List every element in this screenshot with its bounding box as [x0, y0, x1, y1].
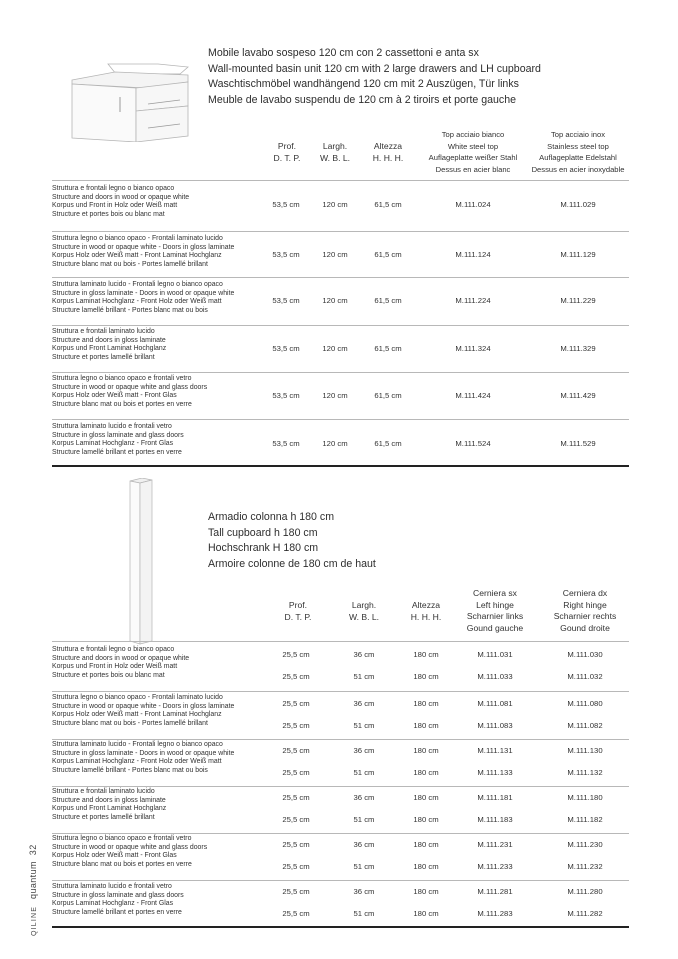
cell-altezza: 180 cm — [413, 862, 439, 871]
row-description: Struttura e frontali legno o bianco opaco Structure and doors in wood or opaque white Korpus und Front in Holz oder Weiß matt Structure et portes bois ou blanc mat — [52, 185, 190, 218]
basin-unit-titles — [208, 46, 541, 108]
row-description: Struttura legno o bianco opaco - Frontali laminato lucido Structure in wood or opaque white - Doors in gloss laminate Korpus Holz oder Weiß matt - Front Laminat Hochglanz Structure blanc mat ou bois - Portes lamellé brillant — [52, 235, 235, 268]
row-description: Struttura legno o bianco opaco e frontali vetro Structure in wood or opaque white and glass doors Korpus Holz oder Weiß matt - Front Glas Structure blanc mat ou bois et portes en verre — [52, 375, 208, 408]
cell-altezza: 180 cm — [413, 721, 439, 730]
code-left: M.111.183 — [477, 815, 513, 824]
table-row — [52, 279, 629, 325]
cell-largh: 120 cm — [322, 250, 348, 259]
table-row — [52, 373, 629, 419]
cell-prof: 53,5 cm — [272, 344, 300, 353]
table-row — [52, 881, 629, 927]
row-divider — [52, 231, 629, 232]
cell-largh: 36 cm — [353, 650, 375, 659]
code-left: M.111.181 — [477, 793, 513, 802]
code-right: M.111.132 — [567, 768, 603, 777]
tall-cupboard-illustration — [128, 478, 154, 646]
header-prof: Prof. D. T. P. — [284, 600, 312, 622]
table-row — [52, 740, 629, 786]
section-bottom-rule — [52, 465, 629, 467]
code-left: M.111.281 — [477, 887, 513, 896]
row-description: Struttura e frontali legno o bianco opaco Structure and doors in wood or opaque white Korpus und Front in Holz oder Weiß matt Structure et portes bois ou blanc mat — [52, 646, 190, 679]
code-inox: M.111.229 — [560, 296, 596, 305]
cell-largh: 51 cm — [353, 721, 375, 730]
cell-prof: 53,5 cm — [272, 250, 300, 259]
cell-altezza: 61,5 cm — [374, 439, 402, 448]
code-right: M.111.180 — [567, 793, 603, 802]
cell-altezza: 180 cm — [413, 815, 439, 824]
header-divider — [52, 180, 629, 181]
cell-largh: 51 cm — [353, 768, 375, 777]
cell-largh: 51 cm — [353, 862, 375, 871]
code-left: M.111.233 — [477, 862, 513, 871]
row-description: Struttura e frontali laminato lucido Structure and doors in gloss laminate Korpus und Front Laminat Hochglanz Structure et portes lamellé brillant — [52, 328, 167, 361]
code-left: M.111.033 — [477, 672, 513, 681]
header-largh: Largh. W. B. L. — [319, 141, 351, 163]
row-description: Struttura laminato lucido - Frontali legno o bianco opaco Structure in gloss laminate - Doors in wood or opaque white Korpus Laminat Hochglanz - Front Holz oder Weiß matt Structure lamellé brillant - Portes blanc mat ou bois — [52, 741, 235, 774]
cell-altezza: 180 cm — [413, 672, 439, 681]
row-description: Struttura laminato lucido e frontali vetro Structure in gloss laminate and glass doors Korpus Laminat Hochglanz - Front Glas Structure lamellé brillant et portes en verre — [52, 423, 184, 456]
code-right: M.111.282 — [567, 909, 603, 918]
cell-prof: 25,5 cm — [282, 862, 310, 871]
table-row — [52, 693, 629, 739]
table-row — [52, 834, 629, 880]
cell-prof: 25,5 cm — [282, 672, 310, 681]
code-left: M.111.131 — [477, 746, 513, 755]
page-number: 32 — [28, 844, 38, 856]
title-de: Hochschrank H 180 cm — [208, 542, 319, 554]
code-inox: M.111.429 — [560, 391, 596, 400]
cell-prof: 53,5 cm — [272, 296, 300, 305]
cell-altezza: 180 cm — [413, 768, 439, 777]
code-white: M.111.024 — [455, 200, 491, 209]
code-right: M.111.130 — [567, 746, 603, 755]
cell-altezza: 180 cm — [413, 650, 439, 659]
cell-largh: 36 cm — [353, 887, 375, 896]
table-row — [52, 420, 629, 466]
header-largh: Largh. W. B. L. — [348, 600, 380, 622]
cell-prof: 25,5 cm — [282, 746, 310, 755]
code-right: M.111.082 — [567, 721, 603, 730]
title-it: Mobile lavabo sospeso 120 cm con 2 cassettoni e anta sx — [208, 47, 479, 59]
cell-largh: 36 cm — [353, 840, 375, 849]
row-description: Struttura legno o bianco opaco e frontali vetro Structure in wood or opaque white and glass doors Korpus Holz oder Weiß matt - Front Glas Structure blanc mat ou bois et portes en verre — [52, 835, 208, 868]
cell-altezza: 61,5 cm — [374, 250, 402, 259]
cell-prof: 25,5 cm — [282, 840, 310, 849]
title-de: Waschtischmöbel wandhängend 120 cm mit 2 Auszügen, Tür links — [208, 78, 519, 90]
code-left: M.111.081 — [477, 699, 513, 708]
code-inox: M.111.529 — [560, 439, 596, 448]
cell-altezza: 180 cm — [413, 840, 439, 849]
cell-largh: 120 cm — [322, 200, 348, 209]
cell-altezza: 180 cm — [413, 793, 439, 802]
row-description: Struttura laminato lucido - Frontali legno o bianco opaco Structure in gloss laminate - Doors in wood or opaque white Korpus Laminat Hochglanz - Front Holz oder Weiß matt Structure lamellé brillant - Portes blanc mat ou bois — [52, 281, 235, 314]
cell-altezza: 61,5 cm — [374, 391, 402, 400]
code-left: M.111.133 — [477, 768, 513, 777]
header-prof: Prof. D. T. P. — [273, 141, 301, 163]
cell-altezza: 180 cm — [413, 909, 439, 918]
header-altezza: Altezza H. H. H. — [372, 141, 404, 163]
code-white: M.111.524 — [455, 439, 491, 448]
row-divider — [52, 277, 629, 278]
table-row — [52, 233, 629, 279]
cell-prof: 53,5 cm — [272, 200, 300, 209]
header-left-hinge: Cerniera sx Left hinge Scharnier links Gound gauche — [466, 588, 524, 633]
cell-prof: 25,5 cm — [282, 721, 310, 730]
table-row — [52, 326, 629, 372]
code-right: M.111.032 — [567, 672, 603, 681]
cell-prof: 25,5 cm — [282, 909, 310, 918]
cell-largh: 36 cm — [353, 699, 375, 708]
row-divider — [52, 691, 629, 692]
tall-cupboard-titles — [208, 510, 376, 572]
code-inox: M.111.329 — [560, 344, 596, 353]
cell-altezza: 61,5 cm — [374, 344, 402, 353]
cell-largh: 36 cm — [353, 793, 375, 802]
table-row — [52, 787, 629, 833]
code-left: M.111.231 — [477, 840, 513, 849]
section-bottom-rule — [52, 926, 629, 928]
cell-prof: 25,5 cm — [282, 793, 310, 802]
code-right: M.111.230 — [567, 840, 603, 849]
cell-altezza: 61,5 cm — [374, 200, 402, 209]
code-white: M.111.424 — [455, 391, 491, 400]
cell-largh: 36 cm — [353, 746, 375, 755]
row-description: Struttura laminato lucido e frontali vetro Structure in gloss laminate and glass doors Korpus Laminat Hochglanz - Front Glas Structure lamellé brillant et portes en verre — [52, 883, 184, 916]
title-fr: Meuble de lavabo suspendu de 120 cm à 2 tiroirs et porte gauche — [208, 93, 517, 106]
cell-prof: 25,5 cm — [282, 815, 310, 824]
header-altezza: Altezza H. H. H. — [410, 600, 442, 622]
title-fr: Armoire colonne de 180 cm de haut — [208, 557, 376, 570]
header-white-steel-top: Top acciaio bianco White steel top Auflageplatte weißer Stahl Dessus en acier blanc — [428, 130, 518, 174]
cell-largh: 120 cm — [322, 439, 348, 448]
header-divider — [52, 641, 629, 642]
cell-largh: 120 cm — [322, 344, 348, 353]
code-right: M.111.080 — [567, 699, 603, 708]
basin-unit-illustration — [70, 52, 190, 142]
code-white: M.111.324 — [455, 344, 491, 353]
code-right: M.111.280 — [567, 887, 603, 896]
cell-prof: 53,5 cm — [272, 391, 300, 400]
title-en: Tall cupboard h 180 cm — [208, 526, 318, 539]
cell-altezza: 180 cm — [413, 746, 439, 755]
title-en: Wall-mounted basin unit 120 cm with 2 large drawers and LH cupboard — [208, 62, 541, 75]
cell-largh: 120 cm — [322, 391, 348, 400]
brand-name: QILINE — [31, 905, 38, 936]
cell-prof: 25,5 cm — [282, 650, 310, 659]
title-it: Armadio colonna h 180 cm — [208, 511, 335, 523]
header-right-hinge: Cerniera dx Right hinge Scharnier rechts Gound droite — [553, 588, 617, 633]
cell-prof: 25,5 cm — [282, 699, 310, 708]
code-right: M.111.182 — [567, 815, 603, 824]
cell-largh: 51 cm — [353, 815, 375, 824]
cell-prof: 25,5 cm — [282, 768, 310, 777]
code-left: M.111.031 — [477, 650, 513, 659]
cell-altezza: 61,5 cm — [374, 296, 402, 305]
code-left: M.111.283 — [477, 909, 513, 918]
cell-prof: 53,5 cm — [272, 439, 300, 448]
code-inox: M.111.129 — [560, 250, 596, 259]
code-white: M.111.224 — [455, 296, 491, 305]
cell-largh: 51 cm — [353, 672, 375, 681]
table-row — [52, 183, 629, 229]
cell-prof: 25,5 cm — [282, 887, 310, 896]
table-row — [52, 644, 629, 690]
row-description: Struttura e frontali laminato lucido Structure and doors in gloss laminate Korpus und Front Laminat Hochglanz Structure et portes lamellé brillant — [52, 788, 167, 821]
cell-largh: 120 cm — [322, 296, 348, 305]
cell-altezza: 180 cm — [413, 887, 439, 896]
code-white: M.111.124 — [455, 250, 491, 259]
code-right: M.111.232 — [567, 862, 603, 871]
cell-largh: 51 cm — [353, 909, 375, 918]
collection-name: quantum — [28, 861, 38, 899]
code-right: M.111.030 — [567, 650, 603, 659]
cell-altezza: 180 cm — [413, 699, 439, 708]
row-description: Struttura legno o bianco opaco - Frontali laminato lucido Structure in wood or opaque white - Doors in gloss laminate Korpus Holz oder Weiß matt - Front Laminat Hochglanz Structure blanc mat ou bois - Portes lamellé brillant — [52, 694, 235, 727]
page-footer-label — [28, 844, 38, 936]
header-stainless-steel-top: Top acciaio inox Stainless steel top Auflageplatte Edelstahl Dessus en acier inoxydable — [531, 130, 625, 174]
code-left: M.111.083 — [477, 721, 513, 730]
code-inox: M.111.029 — [560, 200, 596, 209]
